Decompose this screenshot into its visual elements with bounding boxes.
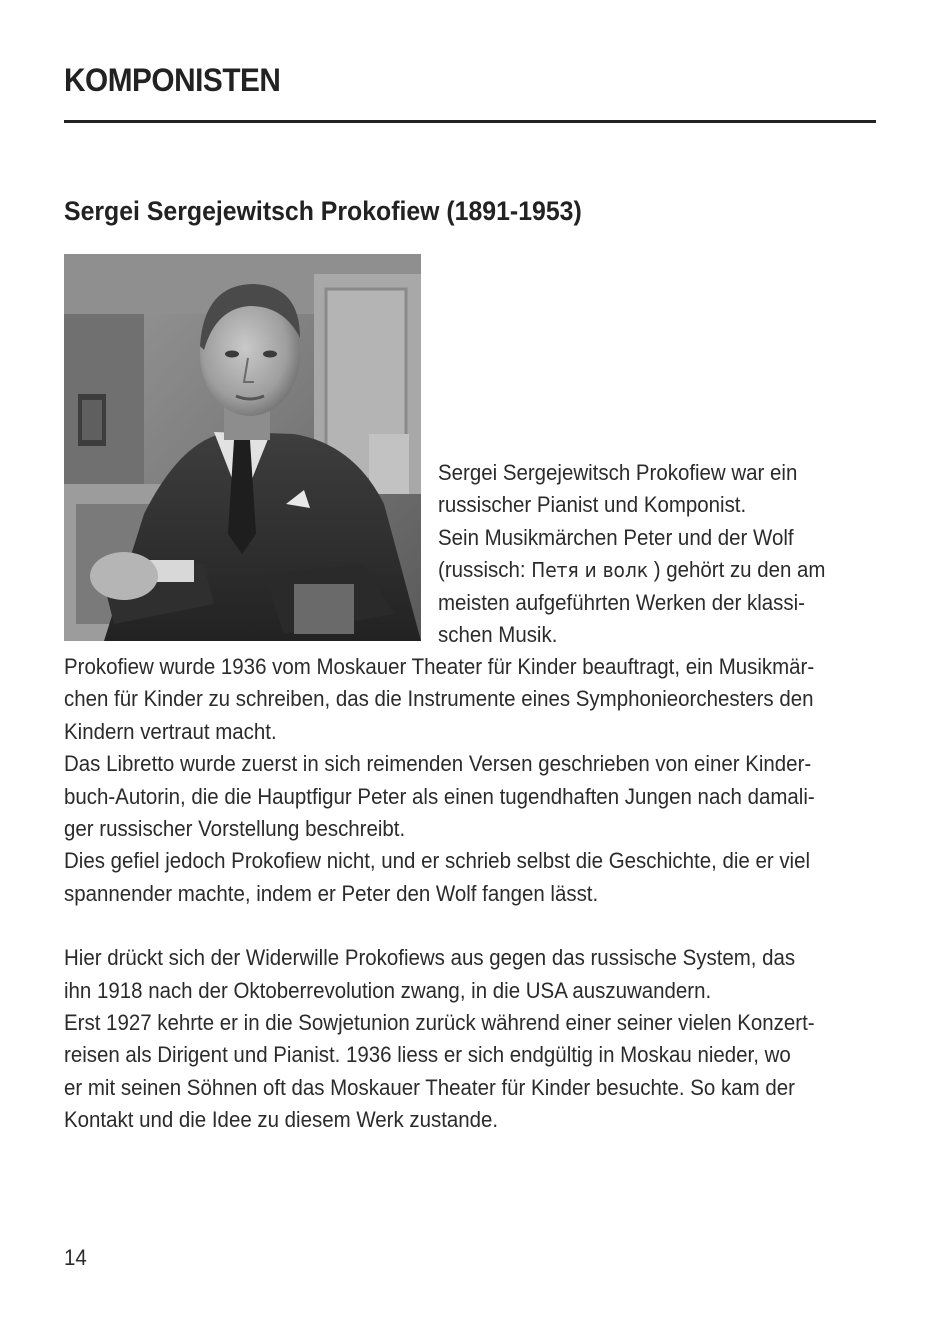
paragraph-libretto [64, 748, 819, 845]
intro-text-segment: ) gehört zu den am [648, 557, 826, 583]
text-line: er mit seinen Söhnen oft das Moskauer Theater für Kinder besuchte. So kam der [64, 1074, 795, 1100]
text-line: Das Libretto wurde zuerst in sich reimenden Versen geschrieben von einer Kinder- [64, 751, 812, 777]
intro-line: russischer Pianist und Komponist. [438, 492, 747, 518]
text-line: chen für Kinder zu schreiben, das die Instrumente eines Symphonieorchesters den [64, 686, 814, 712]
text-line: Dies gefiel jedoch Prokofiew nicht, und er schrieb selbst die Geschichte, die er viel [64, 848, 811, 874]
text-line: Prokofiew wurde 1936 vom Moskauer Theater für Kinder beauftragt, ein Musikmär- [64, 654, 815, 679]
intro-line: schen Musik. [438, 622, 558, 648]
composer-portrait [64, 254, 421, 641]
text-line: Kontakt und die Idee zu diesem Werk zustande. [64, 1107, 499, 1133]
russian-title: Петя и волк [531, 558, 649, 583]
paragraph-return [64, 1007, 819, 1137]
intro-text-segment: (russisch: [438, 557, 532, 583]
intro-line: Sergei Sergejewitsch Prokofiew war ein [438, 460, 798, 485]
paragraph-story [64, 845, 819, 910]
text-line: Erst 1927 kehrte er in die Sowjetunion zurück während einer seiner vielen Konzert- [64, 1010, 815, 1036]
intro-line: Sein Musikmärchen Peter und der Wolf [438, 524, 794, 550]
paragraph-commission [64, 651, 819, 748]
intro-text [438, 457, 878, 651]
section-title: KOMPONISTEN [64, 62, 281, 98]
intro-line [438, 554, 847, 586]
text-line: ger russischer Vorstellung beschreibt. [64, 816, 406, 842]
text-line: Kindern vertraut macht. [64, 718, 277, 744]
composer-heading: Sergei Sergejewitsch Prokofiew (1891-1953) [64, 196, 582, 226]
text-line: spannender machte, indem er Peter den Wolf fangen lässt. [64, 880, 599, 906]
text-line: ihn 1918 nach der Oktoberrevolution zwang, in die USA auszuwandern. [64, 977, 712, 1003]
paragraph-gap [64, 910, 876, 942]
text-line: Hier drückt sich der Widerwille Prokofiews aus gegen das russische System, das [64, 945, 796, 971]
intro-line: meisten aufgeführten Werken der klassi- [438, 589, 805, 615]
text-line: buch-Autorin, die die Hauptfigur Peter als einen tugendhaften Jungen nach damali- [64, 783, 815, 809]
paragraph-system [64, 942, 819, 1007]
text-line: reisen als Dirigent und Pianist. 1936 liess er sich endgültig in Moskau nieder, wo [64, 1042, 791, 1068]
page-number: 14 [64, 1245, 87, 1270]
section-divider [64, 120, 876, 123]
body-text [64, 651, 876, 1137]
